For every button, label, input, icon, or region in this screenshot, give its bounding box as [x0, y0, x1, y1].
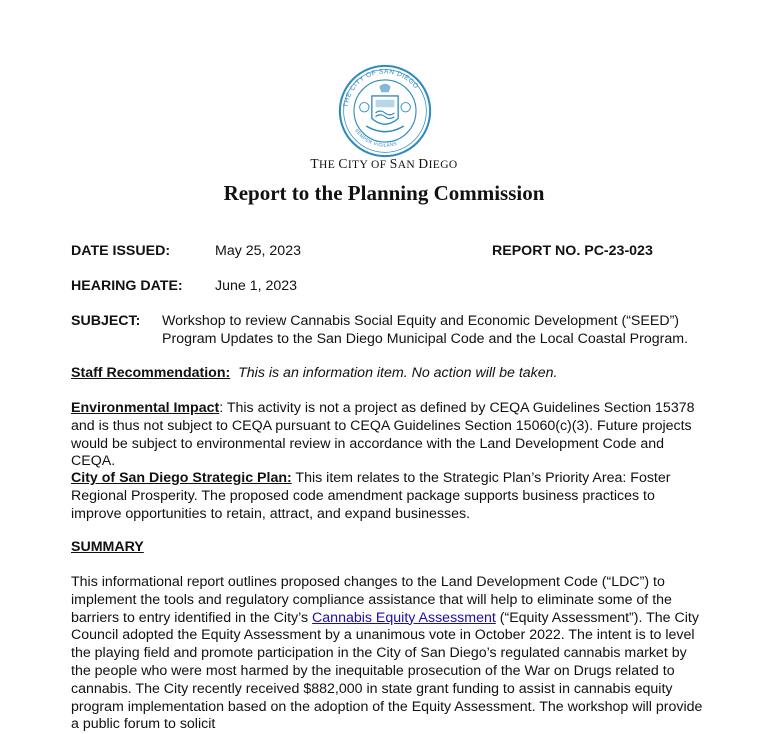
environmental-impact-text: : This activity is not a project as defined by CEQA Guidelines Section 15378 and is thus not subject to CEQA pursuant to CEQA Guidelines Section 15060(c)(3). Future projects would be subject to environmental review in accordance with the Land Development Code and CEQA. — [71, 400, 695, 470]
strategic-plan — [71, 470, 703, 523]
staff-recommendation — [71, 365, 703, 383]
report-number: REPORT NO. PC-23-023 — [492, 243, 653, 259]
environmental-impact-label: Environmental Impact — [71, 400, 220, 416]
staff-recommendation-text: This is an information item. No action will be taken. — [238, 365, 558, 381]
hearing-date-value: June 1, 2023 — [215, 278, 298, 294]
seal-ring-text: THE CITY OF SAN DIEGO — [342, 68, 420, 108]
seal-motto: SEMPER VIGILANS — [353, 127, 398, 148]
subject-label: SUBJECT: — [71, 313, 141, 329]
summary-paragraph — [71, 574, 703, 734]
strategic-plan-text: This item relates to the Strategic Plan’s Priority Area: Foster Regional Prosperity. The proposed code amendment package supports business practices to improve opportunities to retain, attract, and expand businesses. — [71, 470, 671, 522]
summary-text-start: This informational report outlines proposed changes to the Land Development Code (“LDC”) to implement the tools and regulatory compliance assistance that will help to eliminate some of the barriers to entry identified in the City’s — [71, 574, 672, 626]
date-issued-value: May 25, 2023 — [215, 243, 301, 259]
summary-heading: SUMMARY — [71, 539, 144, 555]
subject-value: Workshop to review Cannabis Social Equity and Economic Development (“SEED”) Program Updates to the San Diego Municipal Code and the Local Coastal Program. — [162, 313, 689, 347]
date-issued-label: DATE ISSUED: — [71, 243, 171, 259]
city-seal-icon — [338, 64, 432, 158]
strategic-plan-label: City of San Diego Strategic Plan: — [71, 470, 292, 486]
environmental-impact — [71, 400, 703, 471]
report-title: Report to the Planning Commission — [223, 181, 545, 205]
cannabis-equity-assessment-link[interactable]: Cannabis Equity Assessment — [312, 609, 496, 626]
staff-recommendation-label: Staff Recommendation: — [71, 365, 231, 381]
city-name: THE CITY OF SAN DIEGO — [310, 156, 458, 171]
summary-text-end: (“Equity Assessment”). The City Council adopted the Equity Assessment by a unanimous vote in October 2022. The intent is to level the playing field and promote participation in the City of San Diego’s regulated cannabis market by the people who were most harmed by the inequitable prosecution of the War on Drugs related to cannabis. The City recently received $882,000 in state grant funding to assist in cannabis equity program implementation based on the adoption of the Equity Assessment. The workshop will provide a public forum to solicit — [71, 609, 703, 733]
hearing-date-label: HEARING DATE: — [71, 278, 183, 294]
